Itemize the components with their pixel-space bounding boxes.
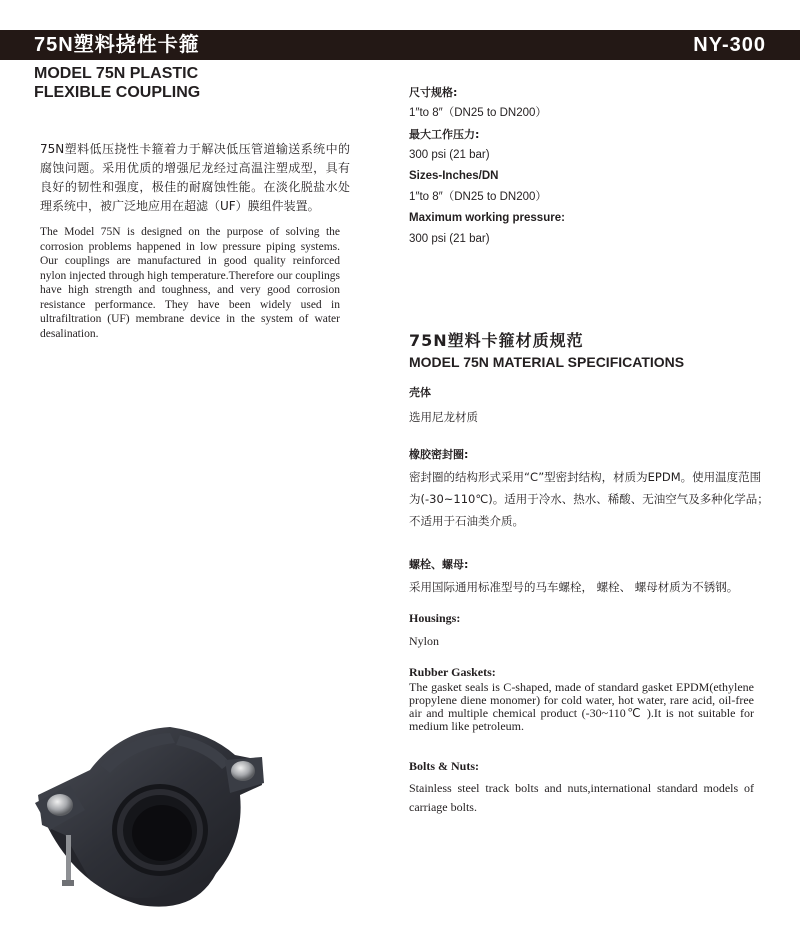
bolt-head-icon (231, 761, 255, 781)
size-label-cn: 尺寸规格: (409, 86, 458, 99)
gasket-section-cn (409, 446, 769, 532)
bolts-text-cn: 采用国际通用标准型号的马车螺栓， 螺栓、 螺母材质为不锈钢。 (409, 580, 739, 594)
material-title-cn: 75N塑料卡箍材质规范 (409, 331, 584, 350)
pressure-value-en: 300 psi (21 bar) (409, 233, 490, 245)
spec-block (409, 82, 769, 250)
pressure-label-cn: 最大工作压力: (409, 128, 480, 141)
gasket-heading-en: Rubber Gaskets: (409, 665, 496, 679)
housing-text-en: Nylon (409, 634, 439, 648)
gasket-text-en: The gasket seals is C-shaped, made of standard gasket EPDM(ethylene propylene diene monomer) for cold water, hot water, rare acid, oil-free air and multiple chemical product (-30~110℃ ).It is not suitable for medium like petroleum. (409, 680, 754, 733)
material-title-en: MODEL 75N MATERIAL SPECIFICATIONS (409, 354, 685, 370)
bolts-heading-cn: 螺栓、螺母: (409, 558, 469, 571)
bolts-section-en (409, 760, 754, 817)
housing-section-en (409, 612, 754, 648)
size-label-en: Sizes-Inches/DN (409, 170, 499, 182)
housing-section-cn (409, 384, 769, 428)
size-value-cn: 1″to 8″（DN25 to DN200） (409, 107, 547, 119)
bolt-shank-icon (66, 835, 71, 885)
model-code: NY-300 (693, 34, 766, 56)
intro-english: The Model 75N is designed on the purpose of solving the corrosion problems happened in low pressure piping systems. Our couplings are manufactured in good quality reinforced nylon injected through high temperature.Therefore our couplings have high strength and toughness, and very good corrosion resistance performance. They have been widely used in ultrafiltration (UF) membrane device in the system of water desalination. (40, 226, 340, 340)
intro-chinese: 75N塑料低压挠性卡箍着力于解决低压管道输送系统中的腐蚀问题。采用优质的增强尼龙经过高温注塑成型，具有良好的韧性和强度，极佳的耐腐蚀性能。在淡化脱盐水处理系统中，被广泛地应用在超滤（UF）膜组件装置。 (40, 142, 350, 213)
model-title (34, 64, 200, 102)
bolts-heading-en: Bolts & Nuts: (409, 759, 480, 773)
model-title-line1: MODEL 75N PLASTIC (34, 65, 199, 82)
pressure-label-en: Maximum working pressure: (409, 212, 565, 224)
pressure-value-cn: 300 psi (21 bar) (409, 149, 490, 161)
page-title: 75N塑料挠性卡箍 (34, 34, 200, 56)
housing-text-cn: 选用尼龙材质 (409, 410, 478, 424)
header-bar (0, 30, 800, 60)
housing-heading-cn: 壳体 (409, 386, 431, 399)
gasket-text-cn: 密封圈的结构形式采用“C”型密封结构，材质为EPDM。使用温度范围为(-30~110℃)。适用于冷水、热水、稀酸、无油空气及多种化学品；不适用于石油类介质。 (409, 470, 769, 528)
gasket-section-en (409, 666, 754, 733)
gasket-heading-cn: 橡胶密封圈: (409, 448, 469, 461)
bolts-section-cn (409, 556, 769, 598)
material-title (409, 330, 789, 372)
housing-heading-en: Housings: (409, 611, 461, 625)
bolt-head-icon (47, 794, 73, 816)
model-title-line2: FLEXIBLE COUPLING (34, 84, 201, 101)
coupling-product-image (30, 715, 270, 925)
size-value-en: 1″to 8″（DN25 to DN200） (409, 191, 547, 203)
bolts-text-en: Stainless steel track bolts and nuts,international standard models of carriage bolts. (409, 781, 754, 814)
